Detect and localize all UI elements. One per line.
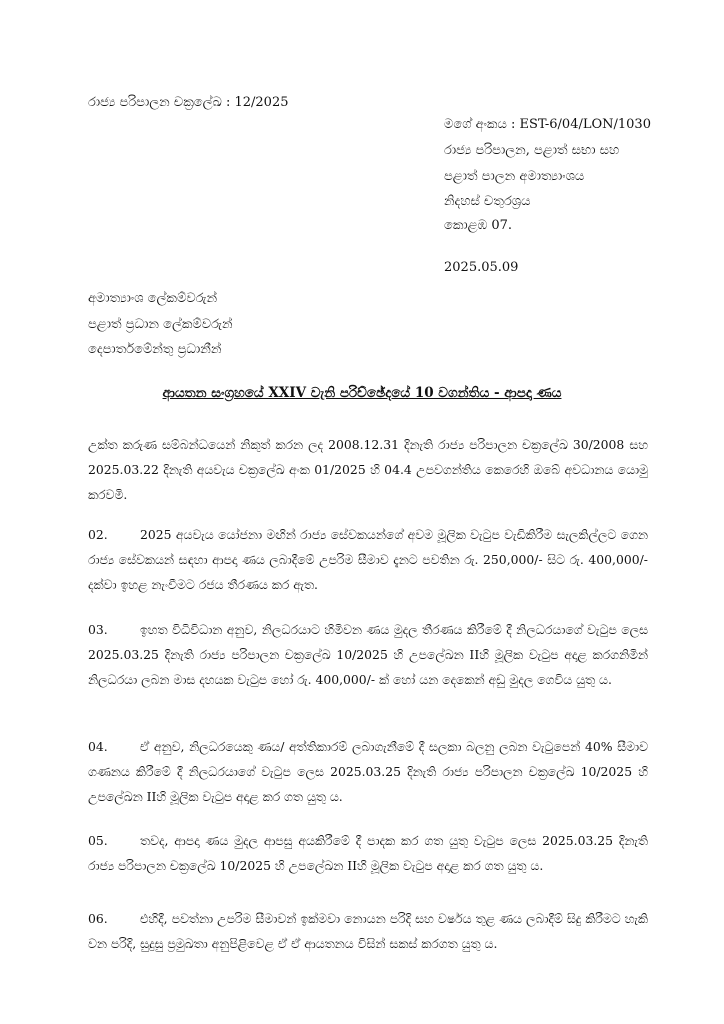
paragraph-number: 06. (88, 911, 108, 926)
address-line-1: රාජ්‍ය පරිපාලන, පළාත් සභා සහ (444, 143, 620, 158)
subject-heading: ආයතන සංග්‍රහයේ XXIV වැනි පරිච්ඡේදයේ 10 වගන්තිය - ආපදා ණය (162, 385, 562, 401)
paragraph-03 (88, 617, 648, 692)
paragraph-text: ඒ අනුව, නිලධරයෙකු ණය/ අත්තිකාරම් ලබාගැනීමේ දී සලකා බලනු ලබන වැටුපෙන් 40% සීමාව ගණනය කිරීමේ දී නිලධරයාගේ වැටුප ලෙස 2025.03.25 දිනැති රාජ්‍ය පරිපාලන චක්‍රලේඛ 10/2025 හි උපලේඛන IIහි මූලික වැටුප අදාළ කර ගත යුතු ය. (88, 739, 648, 804)
paragraph-number: 04. (88, 739, 108, 754)
paragraph-05 (88, 828, 648, 878)
paragraph-text: 2025 අයවැය යෝජනා මඟින් රාජ්‍ය සේවකයන්ගේ අවම මූලික වැටුප වැඩිකිරීම සැලකිල්ලට ගෙන රාජ්‍ය සේවකයන් සඳහා ආපදා ණය ලබාදීමේ උපරිම සීමාව දැනට පවතින රු. 250,000/- සිට රු. 400,000/- දක්වා ඉහළ නැංවීමට රජය තීරණය කර ඇත. (88, 527, 648, 592)
paragraph-04 (88, 734, 648, 809)
paragraph-06 (88, 906, 648, 956)
paragraph-text: ඉහත විධිවිධාන අනුව, නිලධරයාට හිමිවන ණය මුදල තීරණය කිරීමේ දී නිලධරයාගේ වැටුප ලෙස 2025.03.25 දිනැති රාජ්‍ය පරිපාලන චක්‍රලේඛ 10/2025 හි උපලේඛන IIහි මූලික වැටුප අදාළ කරගනිමින් නිලධරයා ලබන මාස දහයක වැටුප හෝ රු. 400,000/- ක් හෝ යන දෙකෙන් අඩු මුදල ගෙවිය යුතු ය. (88, 622, 648, 687)
letter-date: 2025.05.09 (444, 260, 519, 275)
circular-reference: රාජ්‍ය පරිපාලන චක්‍රලේඛ : 12/2025 (88, 95, 289, 110)
paragraph-text: එහිදී, පවත්නා උපරිම සීමාවන් ඉක්මවා නොයන පරිදි සහ වර්ෂය තුළ ණය ලබාදීම් සිදු කිරීමට හැකි වන පරිදි, සුදුසු ප්‍රමුඛතා අනුපිළිවෙළ ඒ ඒ ආයතනය විසින් සකස් කරගත යුතු ය. (88, 911, 648, 951)
address-line-2: පළාත් පාලන අමාත්‍යාංශය (444, 169, 585, 184)
my-reference: මගේ අංකය : EST-6/04/LON/1030 (444, 117, 651, 132)
intro-paragraph: උක්ත කරුණ සම්බන්ධයෙන් නිකුත් කරන ලද 2008.12.31 දිනැති රාජ්‍ය පරිපාලන චක්‍රලේඛ 30/2008 සහ 2025.03.22 දිනැති අයවැය චක්‍රලේඛ අංක 01/2025 හි 04.4 උපවගන්තිය කෙරෙහි ඔබේ අවධානය යොමු කරවමි. (88, 437, 648, 502)
recipient-2: පළාත් ප්‍රධාන ලේකම්වරුන් (88, 317, 233, 332)
recipient-1: අමාත්‍යාංශ ලේකම්වරුන් (88, 291, 218, 306)
paragraph-text: තවද, ආපදා ණය මුදල ආපසු අයකිරීමේ දී පාදක කර ගත යුතු වැටුප ලෙස 2025.03.25 දිනැති රාජ්‍ය පරිපාලන චක්‍රලේඛ 10/2025 හි උපලේඛන IIහි මූලික වැටුප අදාළ කර ගත යුතු ය. (88, 833, 648, 873)
address-line-4: කොළඹ 07. (444, 218, 513, 233)
address-line-3: නිදහස් චතුරශ්‍රය (444, 194, 531, 209)
paragraph-number: 03. (88, 622, 108, 637)
paragraph-02 (88, 522, 648, 597)
paragraph-number: 02. (88, 527, 108, 542)
paragraph-number: 05. (88, 833, 108, 848)
recipient-3: දෙපාර්තමේන්තු ප්‍රධානීන් (88, 342, 222, 357)
